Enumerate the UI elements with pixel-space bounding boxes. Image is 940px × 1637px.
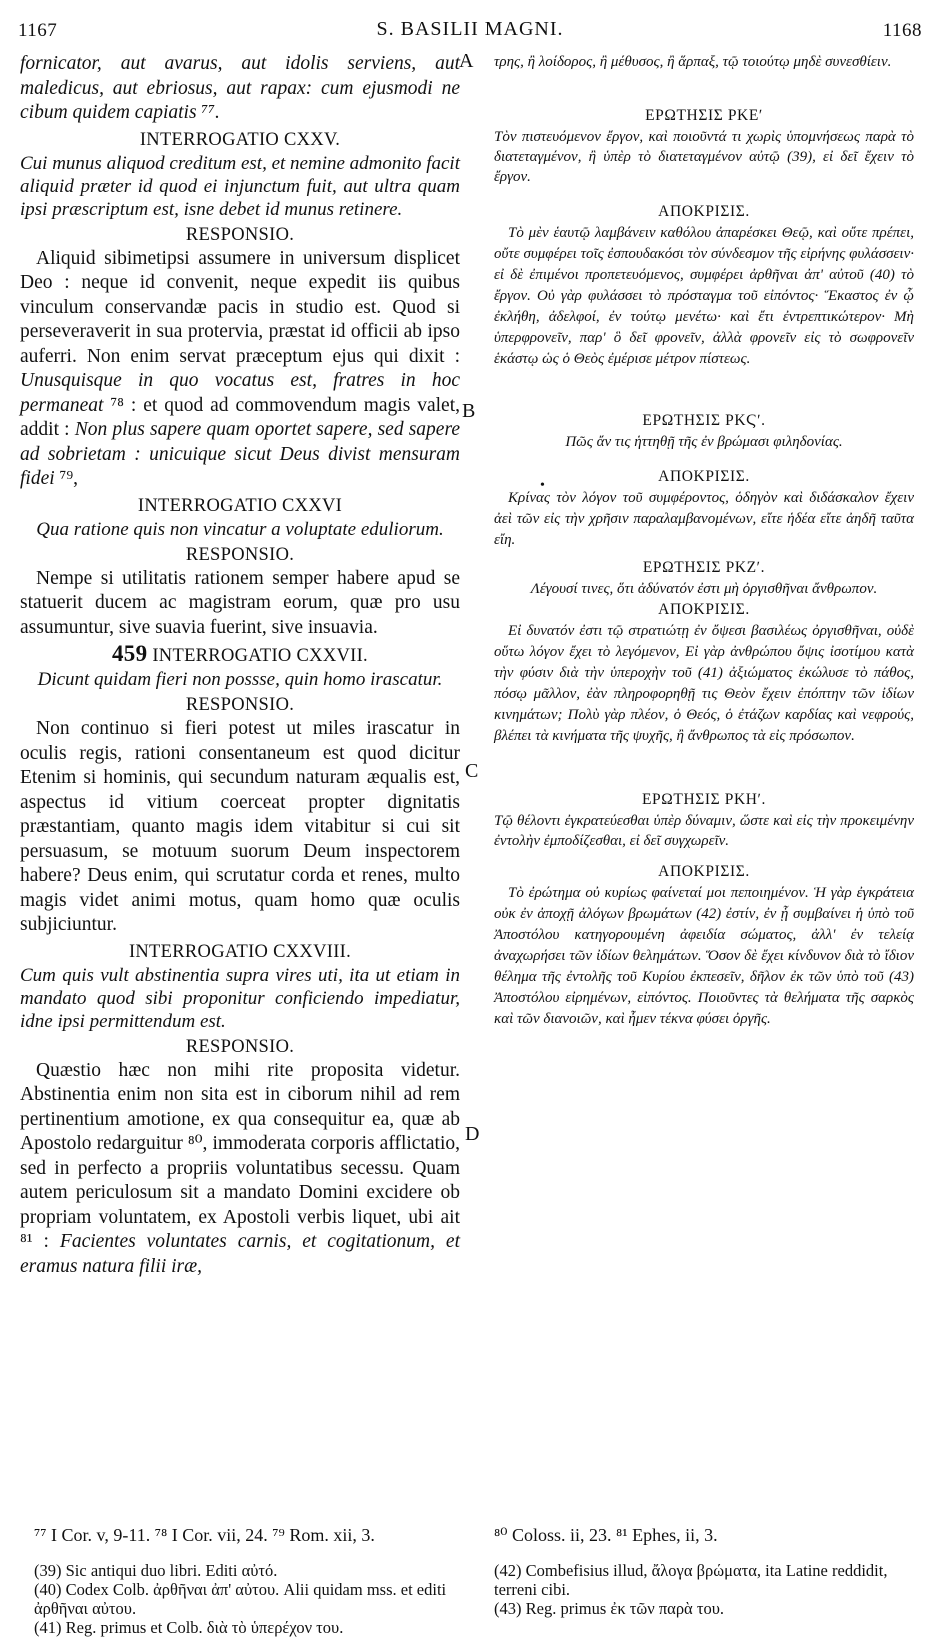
greek-q125-heading: ΕΡΩΤΗΣΙΣ ΡΚΕʹ bbox=[645, 107, 763, 124]
margin-letter-d: D bbox=[465, 1123, 480, 1145]
note-42: (42) Combefisius illud, ἄλογα βρώματα, ita Latine reddidit, terreni cibi. bbox=[494, 1561, 888, 1599]
note-39: (39) Sic antiqui duo libri. Editi αὐτό. bbox=[34, 1561, 278, 1580]
latin-q125-heading: INTERROGATIO CXXV. bbox=[139, 129, 341, 150]
greek-q128-question: Τῷ θέλοντι ἐγκρατεύεσθαι ὑπὲρ δύναμιν, ὥστε καὶ εἰς τὴν προκειμένην ἐντολὴν ἐμποδίζεσθαι, εἰ δεῖ συγχωρεῖν. bbox=[494, 813, 914, 849]
latin-q127-question: Dicunt quidam fieri non possse, quin homo irascatur. bbox=[37, 669, 443, 690]
note-43: (43) Reg. primus ἐκ τῶν παρὰ του. bbox=[494, 1599, 725, 1618]
scripture-refs-left: ⁷⁷ I Cor. v, 9-11. ⁷⁸ I Cor. vii, 24. ⁷⁹ Rom. xii, 3. bbox=[34, 1525, 375, 1545]
right-page-number: 1168 bbox=[882, 20, 922, 41]
greek-q126-heading: ΕΡΩΤΗΣΙΣ ΡΚϚʹ. bbox=[642, 412, 766, 429]
margin-letter-a: A bbox=[459, 50, 474, 72]
latin-answer-1 bbox=[20, 247, 460, 492]
greek-answer-2: Κρίνας τὸν λόγον τοῦ συμφέροντος, ὁδηγὸν καὶ διδάσκαλον ἔχειν ἀεὶ τῶν εἰς τὴν χρῆσιν παραλαμβανομένων, εἴτε ἡδέα εἴτε ἀηδῆ ταῦτα εἴη. bbox=[494, 490, 914, 548]
greek-q126-question: Πῶς ἄν τις ἡττηθῇ τῆς ἐν βρώμασι φιληδονίας. bbox=[565, 434, 843, 450]
latin-answer-1-e: ⁷⁹, bbox=[54, 468, 79, 489]
latin-q125-question: Cui munus aliquod creditum est, et nemine admonito facit aliquid præter id quod ei injunctum fuit, aut ultra quam ipsi præscriptum est, isne debet id munus retinere. bbox=[20, 152, 460, 220]
margin-letter-c: C bbox=[465, 760, 479, 782]
critical-notes-right bbox=[494, 1561, 924, 1618]
latin-answer-1-a: Aliquid sibimetipsi assumere in universum displicet Deo : neque id convenit, neque expedit iis quibus vinculum conservandæ pacis in studio est. Quod si perseveraverit in sua protervia, præstat id officii ab ipso auferri. Non enim servat præceptum ejus qui dixit : bbox=[20, 247, 460, 367]
latin-q128-heading: INTERROGATIO CXXVIII. bbox=[128, 941, 352, 962]
scripture-refs-right: ⁸⁰ Coloss. ii, 23. ⁸¹ Ephes, ii, 3. bbox=[494, 1525, 718, 1545]
note-41: (41) Reg. primus et Colb. διὰ τὸ ὑπερέχον του. bbox=[34, 1618, 344, 1637]
left-page-number: 1167 bbox=[18, 20, 58, 41]
greek-apokrisis-3: ΑΠΟΚΡΙΣΙΣ. bbox=[658, 601, 750, 618]
greek-intro: τρης, ἢ λοίδορος, ἢ μέθυσος, ἢ ἅρπαξ, τῷ τοιούτῳ μηδὲ συνεσθίειν. bbox=[494, 54, 892, 70]
latin-q126-heading: INTERROGATIO CXXVI bbox=[137, 495, 343, 516]
greek-column bbox=[494, 52, 914, 1030]
latin-answer-2: Nempe si utilitatis rationem semper habere apud se statuerit ducem ac magistram eorum, quæ pro usu assumuntur, sive suavia fuerint, sive insuavia. bbox=[20, 567, 460, 638]
greek-apokrisis-2: ΑΠΟΚΡΙΣΙΣ. bbox=[658, 468, 750, 485]
latin-responsio-4: RESPONSIO. bbox=[185, 1036, 295, 1057]
running-title: S. BASILII MAGNI. bbox=[376, 18, 564, 40]
latin-answer-4-a: Quæstio hæc non mihi rite proposita videtur. Abstinentia enim non sita est in ciborum nihil ad rem pertinentium amotione, ex qua consequitur ea, quæ ab Apostolo redarguitur ⁸⁰, immoderata corporis afflictatio, sed in perfecto a propriis voluntatibus secessu. Quam autem periculosum sit a mandato Domini excidere ob propriam voluntatem, ex Apostoli verbis liquet, ubi ait ⁸¹ : bbox=[20, 1059, 460, 1252]
latin-answer-1-c: ⁷⁸ : et quod ad commovendum magis valet, addit : bbox=[20, 394, 460, 440]
note-40: (40) Codex Colb. ἀρθῆναι ἀπ' αὐτου. Alii quidam mss. et editi ἀρθῆναι αὐτου. bbox=[34, 1580, 447, 1618]
page-header bbox=[18, 14, 922, 44]
latin-q127-heading-line bbox=[20, 642, 460, 668]
gutter-page-number: 459 bbox=[112, 641, 148, 666]
latin-q128-question: Cum quis vult abstinentia supra vires uti, ita ut etiam in mandato quod sibi proponitur conficiendo impediatur, idne ipsi permittendum est. bbox=[20, 964, 460, 1032]
greek-apokrisis-1: ΑΠΟΚΡΙΣΙΣ. bbox=[658, 203, 750, 220]
greek-q127-heading: ΕΡΩΤΗΣΙΣ ΡΚΖʹ. bbox=[642, 559, 766, 576]
greek-q125-question: Τὸν πιστευόμενον ἔργον, καὶ ποιοῦντά τι χωρὶς ὑπομνήσεως παρὰ τὸ διατεταγμένον, ἢ ὑπὲρ τὸ διατεταγμένον αὐτῷ (39), εἰ δεῖ ἔχειν τὸ ἔργον. bbox=[494, 129, 914, 185]
latin-q126-question: Qua ratione quis non vincatur a voluptate eduliorum. bbox=[36, 518, 444, 540]
greek-q127-question: Λέγουσί τινες, ὅτι ἀδύνατόν ἐστι μὴ ὀργισθῆναι ἄνθρωπον. bbox=[530, 581, 878, 597]
latin-answer-4-quote: Facientes voluntates carnis, et cogitationum, et eramus natura filii iræ, bbox=[20, 1231, 460, 1277]
margin-letter-b: B bbox=[462, 400, 476, 422]
critical-notes-left bbox=[34, 1561, 479, 1637]
latin-intro: fornicator, aut avarus, aut idolis serviens, aut maledicus, aut ebriosus, aut rapax: cum ejusmodi ne cibum quidem capiatis ⁷⁷. bbox=[20, 53, 460, 123]
latin-answer-4 bbox=[20, 1059, 460, 1280]
latin-answer-1-quote-2: Non plus sapere quam oportet sapere, sed sapere ad sobrietam : unicuique sicut Deus divist mensuram fidei bbox=[20, 419, 460, 489]
bullet-mark: • bbox=[540, 478, 545, 493]
greek-q128-heading: ΕΡΩΤΗΣΙΣ ΡΚΗʹ. bbox=[641, 791, 767, 808]
greek-answer-4: Τὸ ἐρώτημα οὐ κυρίως φαίνεταί μοι πεποιημένον. Ἡ γὰρ ἐγκράτεια οὐκ ἐν ἀποχῇ ἀλόγων βρωμάτων (42) ἐστίν, ἐν ᾗ συμβαίνει ἡ ὑπὸ τοῦ Ἀποστόλου κατηγορουμένη ἀφειδία σώματος, ἀλλ' ἐν τελείᾳ ἀναχωρήσει τῶν ἰδίων θελημάτων. Ὅσον δὲ ἔχει κίνδυνον διὰ τὸ ἴδιον θέλημα τῆς ἐντολῆς τοῦ Κυρίου ἐκπεσεῖν, δῆλον ἐκ τῶν ὑπὸ τοῦ (43) Ἀποστόλου εἰρημένων, εἰπόντος. Ποιοῦντες τὰ θελήματα τῆς σαρκὸς καὶ τῶν διανοιῶν, καὶ ἦμεν τέκνα φύσει ὀργῆς. bbox=[494, 885, 914, 1027]
latin-responsio-1: RESPONSIO. bbox=[185, 224, 295, 245]
greek-answer-1: Τὸ μὲν ἑαυτῷ λαμβάνειν καθόλου ἀπαρέσκει Θεῷ, καὶ οὔτε πρέπει, οὔτε συμφέρει τοῖς ἐσπουδακόσι τὸν σύνδεσμον τῆς εἰρήνης φυλάσσειν· εἰ δὲ ἐπιμένοι προπετευόμενος, συμφέρει ἀρθῆναι ἀπ' αὐτοῦ (40) τὸ ἔργον. Οὐ γὰρ φυλάσσει τὸ πρόσταγμα τοῦ εἰπόντος· Ἕκαστος ἐν ᾧ ἐκλήθη, ἀδελφοί, ἐν τούτῳ μενέτω· καὶ ἔτι ἐντρεπτικώτερον· Μὴ ὑπερφρονεῖν, παρ' ὃ δεῖ φρονεῖν, ἀλλὰ φρονεῖν εἰς τὸ σωφρονεῖν ἑκάστῳ ὡς ὁ Θεὸς ἐμέρισε μέτρον πίστεως. bbox=[494, 225, 914, 367]
greek-apokrisis-4: ΑΠΟΚΡΙΣΙΣ. bbox=[658, 863, 750, 880]
greek-answer-3: Εἰ δυνατόν ἐστι τῷ στρατιώτῃ ἐν ὄψεσι βασιλέως ὀργισθῆναι, οὐδὲ οὕτω λόγον ἔχει τὸ λεγόμενον, Εἰ γὰρ ἀνθρώπου ὄψις ἰσοτίμου κατὰ τὴν φύσιν διὰ τὴν ὑπεροχὴν τοῦ (41) ἀξιώματος ἐκώλυσε τὸ πάθος, πόσῳ μᾶλλον, ἐὰν πληροφορηθῇ τις Θεὸν ἔχειν ἐπόπτην τῶν ἰδίων κινημάτων; Πολὺ γὰρ πλέον, ὁ Θεός, ὁ ἐτάζων καρδίας καὶ νεφρούς, βλέπει τὰ κινήματα τῆς ψυχῆς, ἢ ἄνθρωπος τὰ εἰς πρόσωπον. bbox=[494, 623, 914, 744]
latin-responsio-3: RESPONSIO. bbox=[185, 695, 295, 715]
latin-column bbox=[20, 52, 460, 1279]
latin-answer-3: Non continuo si fieri potest ut miles irascatur in oculis regis, rationi consentaneum est quod dicitur Etenim si hominis, qui secundum naturam æqualis est, aspectus id vitium coerceat propter dignitatis præstantiam, quanto magis idem vitabitur si cui sit persuasum, se motuum suorum Deum inspectorem habere? Deus enim, qui scrutatur corda et renes, multo magis videt animi motus, quam homo quæ oculis subjiciuntur. bbox=[20, 718, 460, 935]
latin-answer-1-quote-1: Unusquisque in quo vocatus est, fratres in hoc permaneat bbox=[20, 370, 460, 416]
latin-responsio-2: RESPONSIO. bbox=[185, 544, 295, 565]
latin-q127-heading: INTERROGATIO CXXVII. bbox=[152, 646, 368, 666]
